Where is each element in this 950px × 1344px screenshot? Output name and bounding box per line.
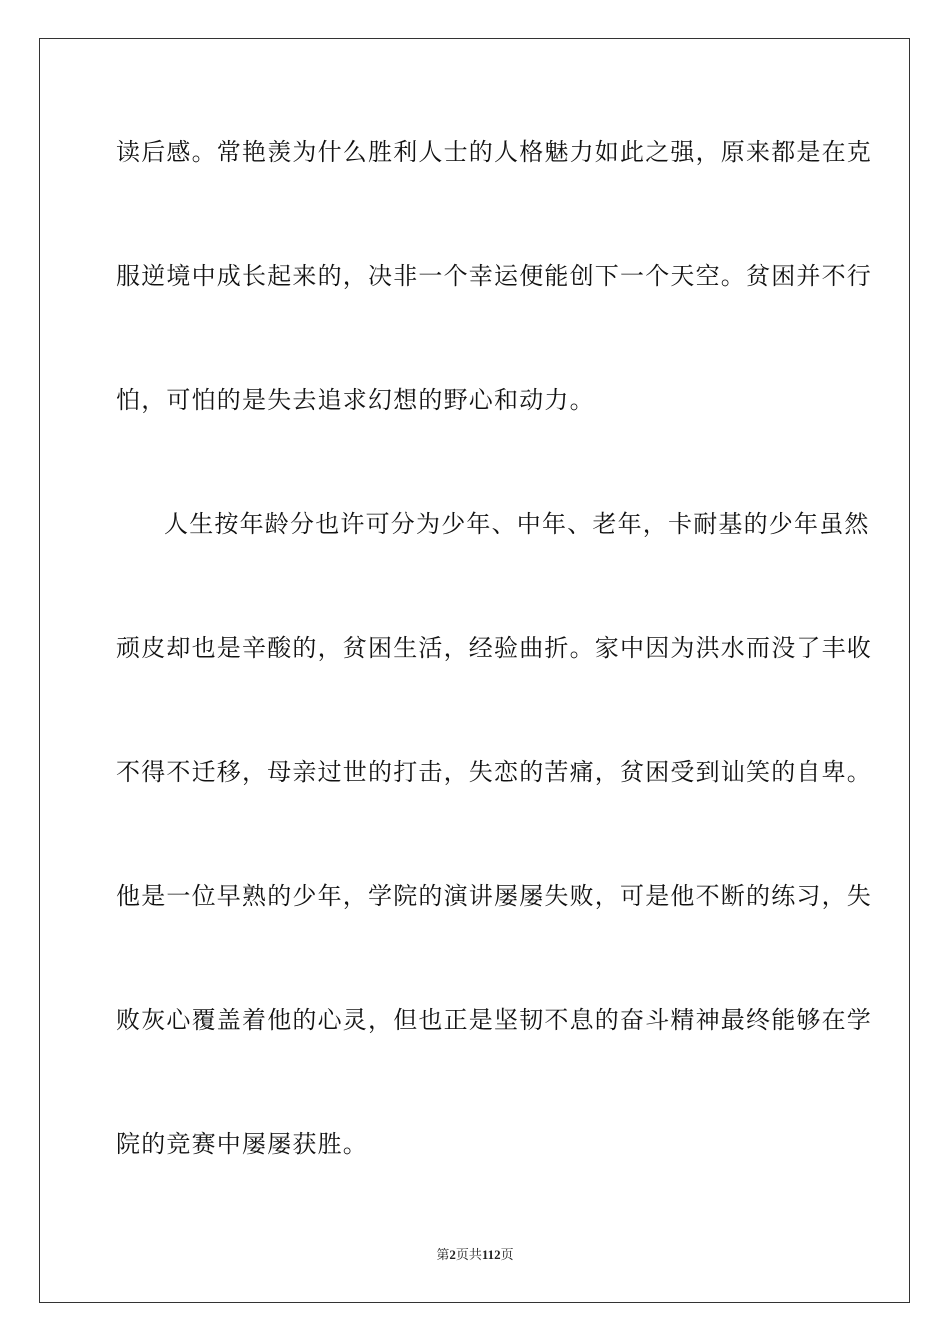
body-text-line: 怕，可怕的是失去追求幻想的野心和动力。 [116, 386, 595, 414]
body-text-line: 院的竞赛中屡屡获胜。 [116, 1130, 368, 1158]
body-text-line: 不得不迁移，母亲过世的打击，失恋的苦痛，贫困受到讪笑的自卑。 [116, 758, 872, 786]
page-label-suffix: 页 [455, 1247, 469, 1262]
body-text-line: 他是一位早熟的少年，学院的演讲屡屡失败，可是他不断的练习，失 [116, 882, 872, 910]
body-text-line: 读后感。常艳羡为什么胜利人士的人格魅力如此之强，原来都是在克 [116, 138, 872, 166]
total-label-suffix: 页 [500, 1247, 514, 1262]
total-label-prefix: 共 [468, 1247, 482, 1262]
body-text-line: 败灰心覆盖着他的心灵，但也正是坚韧不息的奋斗精神最终能够在学 [116, 1006, 872, 1034]
body-text-line: 服逆境中成长起来的，决非一个幸运便能创下一个天空。贫困并不行 [116, 262, 872, 290]
page-number: 2 [449, 1247, 456, 1262]
paragraph-first-line: 人生按年龄分也许可分为少年、中年、老年，卡耐基的少年虽然 [164, 510, 870, 538]
page-border [39, 38, 910, 1303]
total-pages: 112 [481, 1247, 501, 1262]
body-text-line: 顽皮却也是辛酸的，贫困生活，经验曲折。家中因为洪水而没了丰收 [116, 634, 872, 662]
page-label-prefix: 第 [436, 1247, 450, 1262]
page-footer [0, 1247, 950, 1263]
